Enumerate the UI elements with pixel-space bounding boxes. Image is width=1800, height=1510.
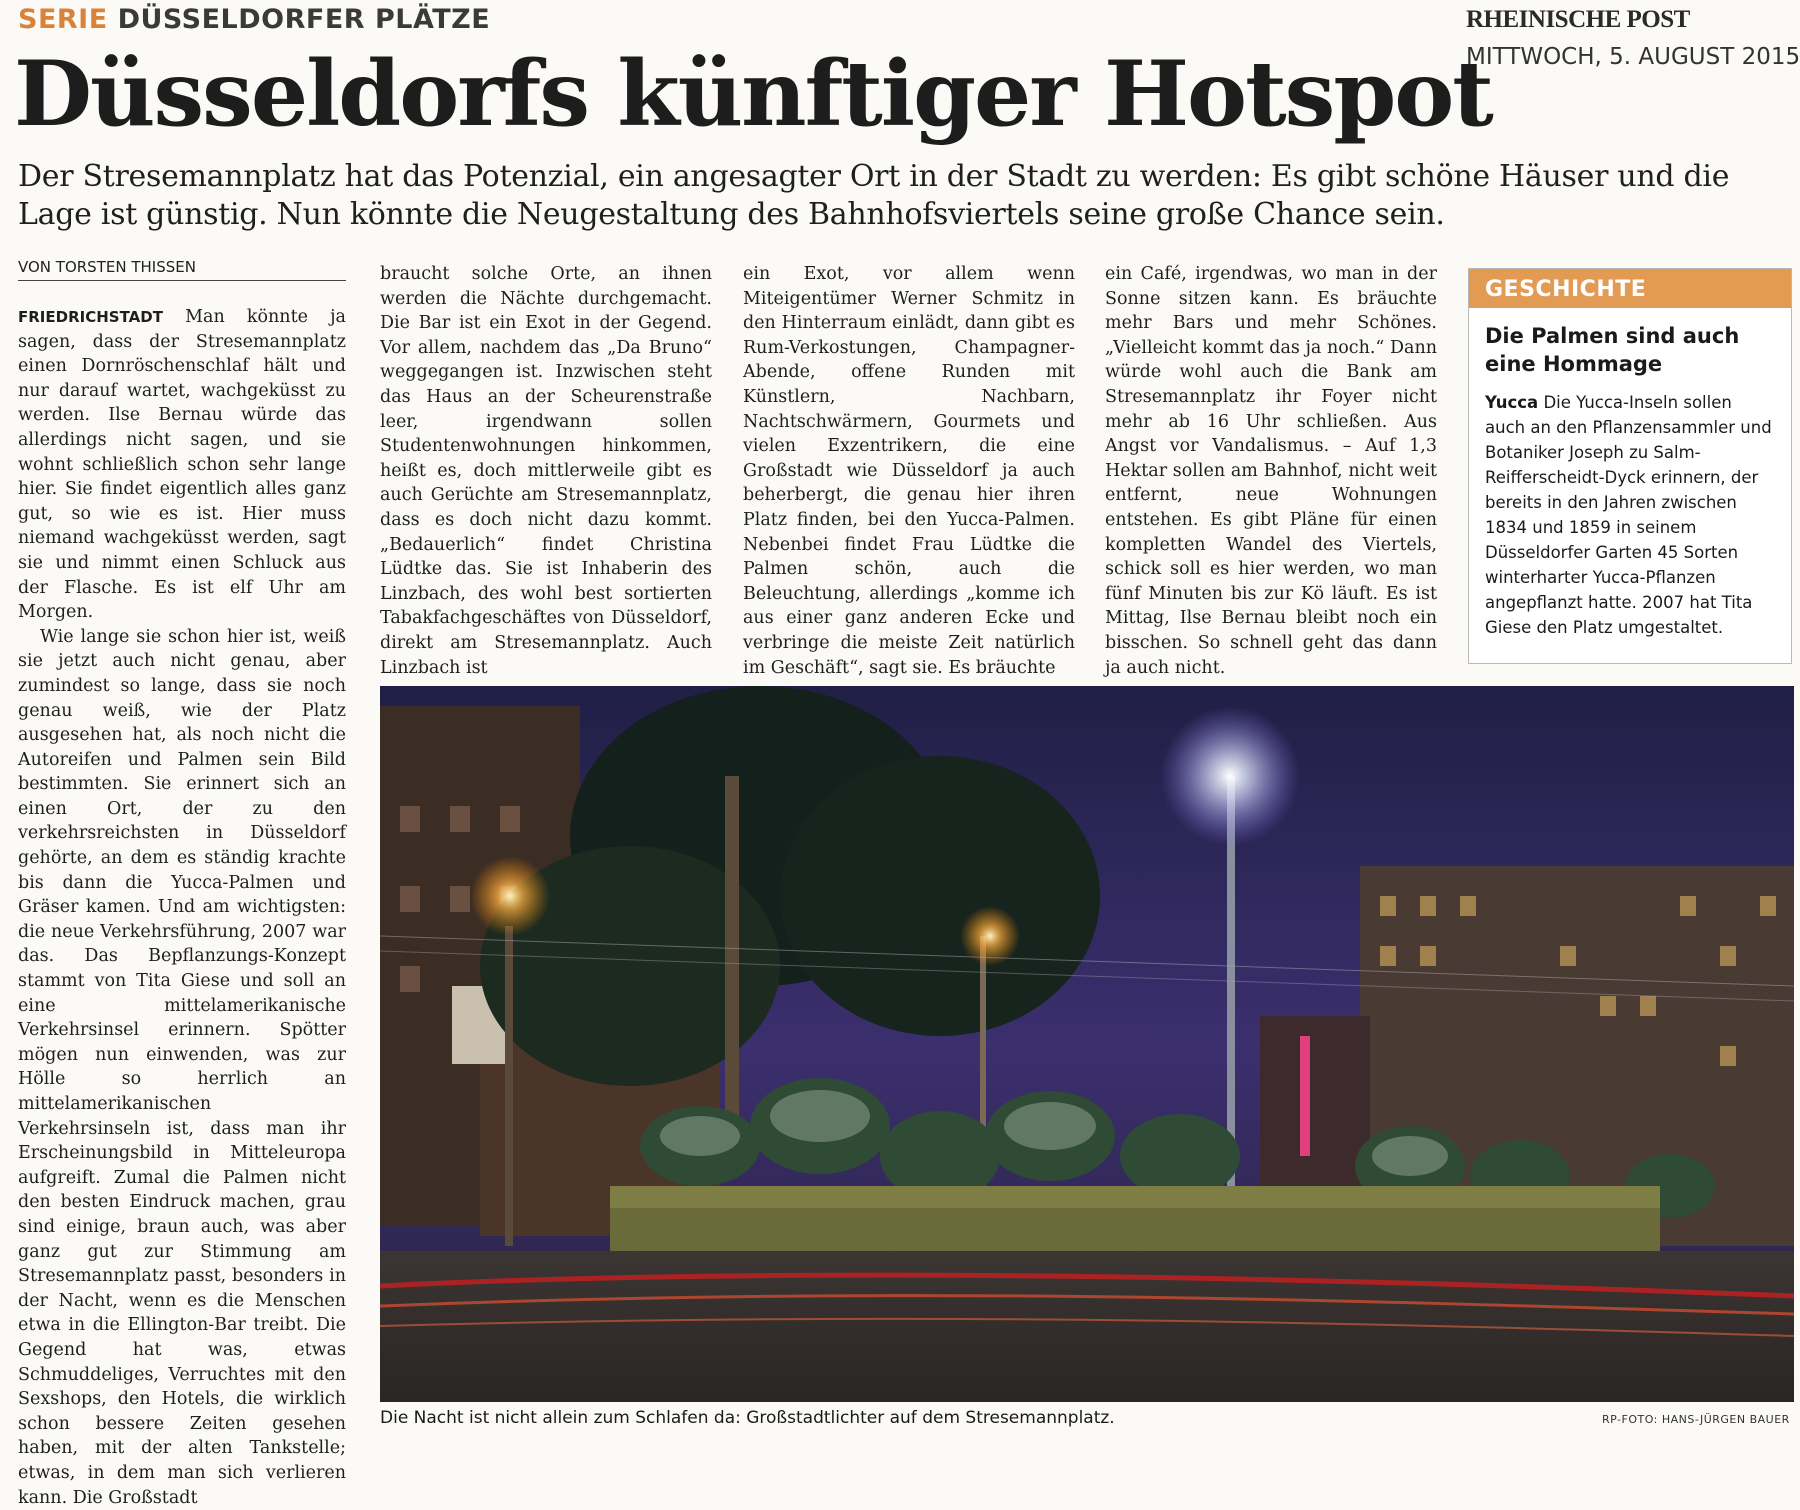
sidebar-keyword: Yucca (1485, 393, 1539, 412)
article-column-4 (1105, 262, 1437, 680)
sidebar-title: Die Palmen sind auch eine Hommage (1485, 324, 1740, 376)
lead-paragraph: Der Stresemannplatz hat das Potenzial, ein angesagter Ort in der Stadt zu werden: Es gibt schöne Häuser und die Lage ist günstig. Nun könnte die Neugestaltung des Bahnhofsviertels seine große Chance sein. (18, 159, 1730, 232)
sidebar-text (1469, 384, 1791, 640)
paragraph-text: ein Café, irgendwas, wo man in der Sonne sitzen kann. Es bräuchte mehr Bars und mehr Schönes. „Vielleicht kommt das ja noch.“ Dann würde wohl auch die Bank am Stresemannplatz ihr Foyer nicht mehr ab 16 Uhr schließen. Aus Angst vor Vandalismus. – Auf 1,3 Hektar sollen am Bahnhof, nicht weit entfernt, neue Wohnungen entstehen. Es gibt Pläne für einen kompletten Wandel des Viertels, schick soll es hier werden, wo man fünf Minuten bis zur Kö läuft. Es ist Mittag, Ilse Bernau bleibt noch ein bisschen. So schnell geht das dann ja auch nicht. (1105, 264, 1437, 678)
paragraph (18, 305, 346, 625)
article-column-3 (743, 262, 1075, 680)
headline: Düsseldorfs künftiger Hotspot (14, 41, 1492, 147)
photo-caption: Die Nacht ist nicht allein zum Schlafen da: Großstadtlichter auf dem Stresemannplatz. (380, 1408, 1115, 1428)
series-name: DÜSSELDORFER PLÄTZE (117, 4, 491, 35)
dateline-place: FRIEDRICHSTADT (18, 308, 163, 326)
newspaper-name: RHEINISCHE POST (1466, 6, 1690, 33)
article-column-2 (380, 262, 712, 680)
paragraph-text: Man könnte ja sagen, dass der Stresemannplatz einen Dornröschenschlaf hält und nur darauf wartet, wachgeküsst zu werden. Ilse Bernau würde das allerdings nicht sagen, und sie wohnt schließlich schon sehr lange hier. Sie findet eigentlich alles ganz gut, so wie es ist. Hier muss niemand wachgeküsst werden, sagt sie und nimmt einen Schluck aus der Flasche. Es ist elf Uhr am Morgen. (18, 307, 346, 623)
sidebar-body: Die Yucca-Inseln sollen auch an den Pflanzensammler und Botaniker Joseph zu Salm-Reifferscheidt-Dyck erinnern, der bereits in den Jahren zwischen 1834 und 1859 in seinem Düsseldorfer Garten 45 Sorten winterharter Yucca-Pflanzen angepflanzt hatte. 2007 hat Tita Giese den Platz umgestaltet. (1485, 393, 1772, 637)
sidebar-label: GESCHICHTE (1469, 269, 1791, 308)
sidebar-box (1468, 268, 1792, 664)
night-photo (380, 686, 1794, 1402)
byline: VON TORSTEN THISSEN (18, 258, 346, 281)
issue-date: MITTWOCH, 5. AUGUST 2015 (1466, 44, 1800, 70)
paragraph-text: Wie lange sie schon hier ist, weiß sie jetzt auch nicht genau, aber zumindest so lange, dass sie noch genau weiß, wie der Platz ausgesehen hat, als noch nicht die Autoreifen und Palmen sein Bild bestimmten. Sie erinnert sich an einen Ort, der zu den verkehrsreichsten in Düsseldorf gehörte, an dem es ständig krachte bis dann die Yucca-Palmen und Gräser kamen. Und am wichtigsten: die neue Verkehrsführung, 2007 war das. Das Bepflanzungs-Konzept stammt von Tita Giese und soll an eine mittelamerikanische Verkehrsinsel erinnern. Spötter mögen nun einwenden, was zur Hölle so herrlich an mittelamerikanischen Verkehrsinseln ist, dass man ihr Erscheinungsbild in Mitteleuropa aufgreift. Zumal die Palmen nicht den besten Eindruck machen, grau sind einige, braun auch, was aber ganz gut zur Stimmung am Stresemannplatz passt, besonders in der Nacht, wenn es die Menschen etwa in die Ellington-Bar treibt. Die Gegend hat was, etwas Schmuddeliges, Verruchtes mit den Sexshops, den Hotels, die wirklich schon bessere Zeiten gesehen haben, mit der alten Tankstelle; etwas, in dem man sich verlieren kann. Die Großstadt (18, 626, 346, 1508)
photo-credit: RP-FOTO: HANS-JÜRGEN BAUER (1602, 1413, 1790, 1426)
article-column-1 (18, 305, 346, 1510)
series-kicker (18, 4, 490, 35)
paragraph-text: braucht solche Orte, an ihnen werden die Nächte durchgemacht. Die Bar ist ein Exot in der Gegend. Vor allem, nachdem das „Da Bruno“ weggegangen ist. Inzwischen steht das Haus an der Scheurenstraße leer, irgendwann sollen Studentenwohnungen hinkommen, heißt es, doch mittlerweile gibt es auch Gerüchte am Stresemannplatz, dass es doch nicht dazu kommt. „Bedauerlich“ findet Christina Lüdtke das. Sie ist Inhaberin des Linzbach, des wohl best sortierten Tabakfachgeschäftes von Düsseldorf, direkt am Stresemannplatz. Auch Linzbach ist (380, 264, 712, 678)
paragraph-text: ein Exot, vor allem wenn Miteigentümer Werner Schmitz in den Hinterraum einlädt, dann gibt es Rum-Verkostungen, Champagner-Abende, offene Runden mit Künstlern, Nachbarn, Nachtschwärmern, Gourmets und vielen Exzentrikern, die eine Großstadt wie Düsseldorf ja auch beherbergt, die genau hier ihren Platz finden, bei den Yucca-Palmen. Nebenbei findet Frau Lüdtke die Palmen schön, auch die Beleuchtung, allerdings „komme ich aus einer ganz anderen Ecke und verbringe die meiste Zeit natürlich im Geschäft“, sagt sie. Es bräuchte (743, 264, 1075, 678)
series-prefix: SERIE (18, 4, 108, 35)
